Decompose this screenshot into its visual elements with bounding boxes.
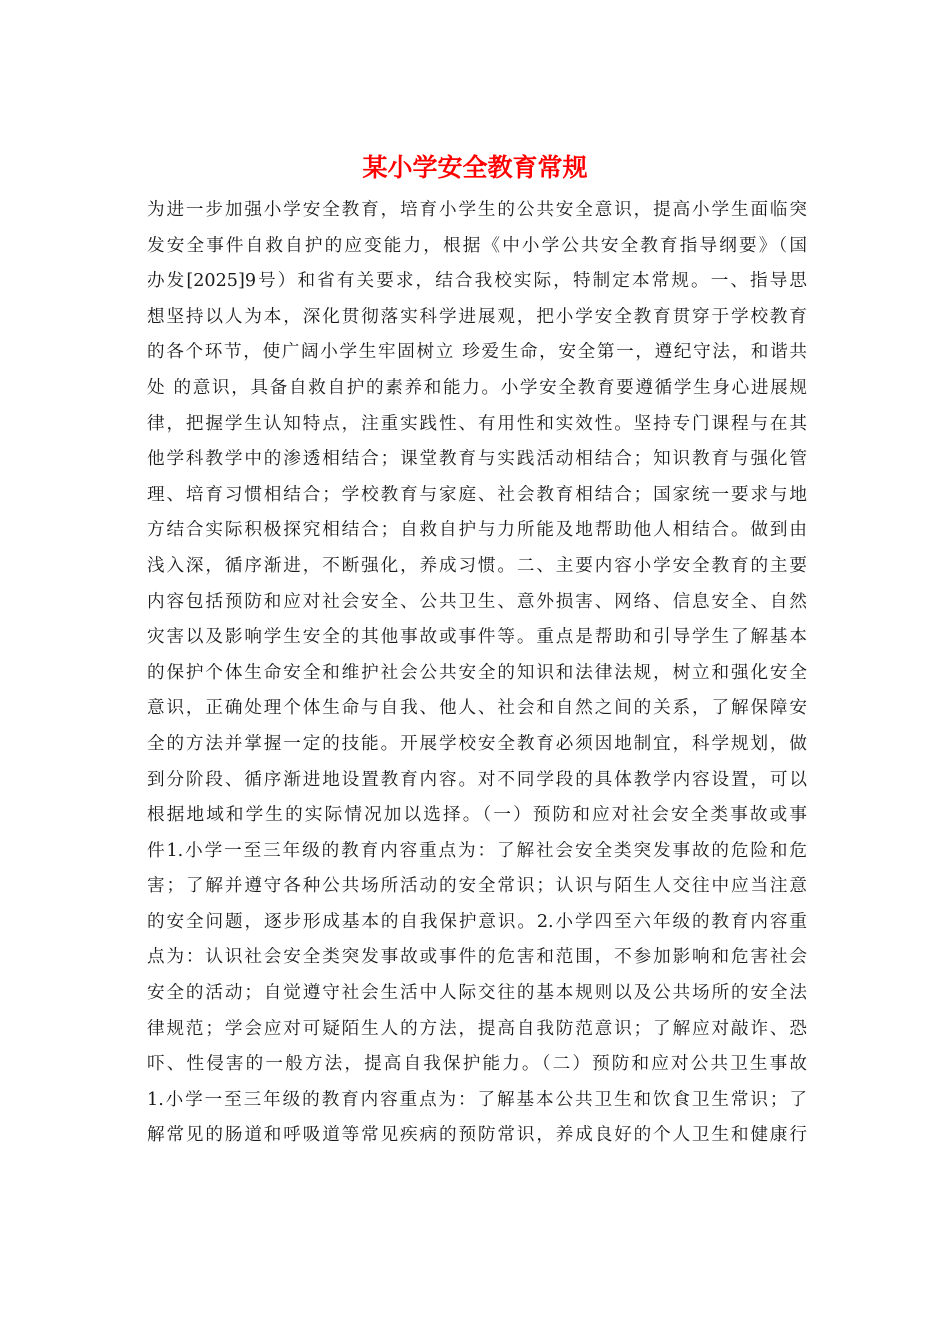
paragraph-line: 1.小学一至三年级的教育内容重点为：了解基本公共卫生和饮食卫生常识；了 — [147, 1089, 807, 1110]
paragraph-line: 为进一步加强小学安全教育，培育小学生的公共安全意识，提高小学生面临突 — [147, 200, 807, 220]
paragraph-line: 内容包括预防和应对社会安全、公共卫生、意外损害、网络、信息安全、自然 — [147, 591, 807, 612]
document-title: 某小学安全教育常规 — [362, 153, 588, 182]
paragraph-line: 灾害以及影响学生安全的其他事故或事件等。重点是帮助和引导学生了解基本 — [147, 627, 807, 648]
paragraph-line: 浅入深，循序渐进，不断强化，养成习惯。二、主要内容小学安全教育的主要 — [147, 555, 807, 576]
paragraph-line: 理、培育习惯相结合；学校教育与家庭、社会教育相结合；国家统一要求与地 — [147, 484, 807, 505]
paragraph-line: 的保护个体生命安全和维护社会公共安全的知识和法律法规，树立和强化安全 — [147, 662, 807, 683]
paragraph-line: 的安全问题，逐步形成基本的自我保护意识。2.小学四至六年级的教育内容重 — [147, 911, 807, 932]
document-body — [147, 193, 807, 1154]
paragraph-line: 律规范；学会应对可疑陌生人的方法，提高自我防范意识；了解应对敲诈、恐 — [147, 1018, 807, 1039]
paragraph-line: 发安全事件自救自护的应变能力，根据《中小学公共安全教育指导纲要》（国 — [147, 235, 807, 256]
paragraph-line: 点为：认识社会安全类突发事故或事件的危害和范围，不参加影响和危害社会 — [147, 947, 807, 968]
paragraph-line: 解常见的肠道和呼吸道等常见疾病的预防常识，养成良好的个人卫生和健康行 — [147, 1125, 807, 1146]
paragraph-line: 根据地域和学生的实际情况加以选择。（一）预防和应对社会安全类事故或事 — [147, 805, 807, 826]
paragraph-line: 件1.小学一至三年级的教育内容重点为：了解社会安全类突发事故的危险和危 — [147, 840, 807, 861]
paragraph-line: 处 的意识，具备自救自护的素养和能力。小学安全教育要遵循学生身心进展规 — [147, 377, 807, 398]
paragraph-line: 想坚持以人为本，深化贯彻落实科学进展观，把小学安全教育贯穿于学校教育 — [147, 306, 807, 327]
paragraph-line: 的各个环节，使广阔小学生牢固树立 珍爱生命，安全第一，遵纪守法，和谐共 — [147, 342, 807, 363]
paragraph-line: 安全的活动；自觉遵守社会生活中人际交往的基本规则以及公共场所的安全法 — [147, 983, 807, 1004]
paragraph-line: 全的方法并掌握一定的技能。开展学校安全教育必须因地制宜，科学规划，做 — [147, 733, 807, 754]
paragraph-line: 害；了解并遵守各种公共场所活动的安全常识；认识与陌生人交往中应当注意 — [147, 876, 807, 897]
paragraph-line: 他学科教学中的渗透相结合；课堂教育与实践活动相结合；知识教育与强化管 — [147, 449, 807, 470]
paragraph-line: 到分阶段、循序渐进地设置教育内容。对不同学段的具体教学内容设置，可以 — [147, 769, 807, 790]
paragraph-line: 方结合实际积极探究相结合；自救自护与力所能及地帮助他人相结合。做到由 — [147, 520, 807, 541]
paragraph-line: 意识，正确处理个体生命与自我、他人、社会和自然之间的关系，了解保障安 — [147, 698, 807, 719]
paragraph-line: 办发[2025]9号）和省有关要求，结合我校实际，特制定本常规。一、指导思 — [147, 271, 807, 292]
paragraph-line: 律，把握学生认知特点，注重实践性、有用性和实效性。坚持专门课程与在其 — [147, 413, 807, 434]
paragraph-line: 吓、性侵害的一般方法，提高自我保护能力。（二）预防和应对公共卫生事故 — [147, 1054, 807, 1075]
